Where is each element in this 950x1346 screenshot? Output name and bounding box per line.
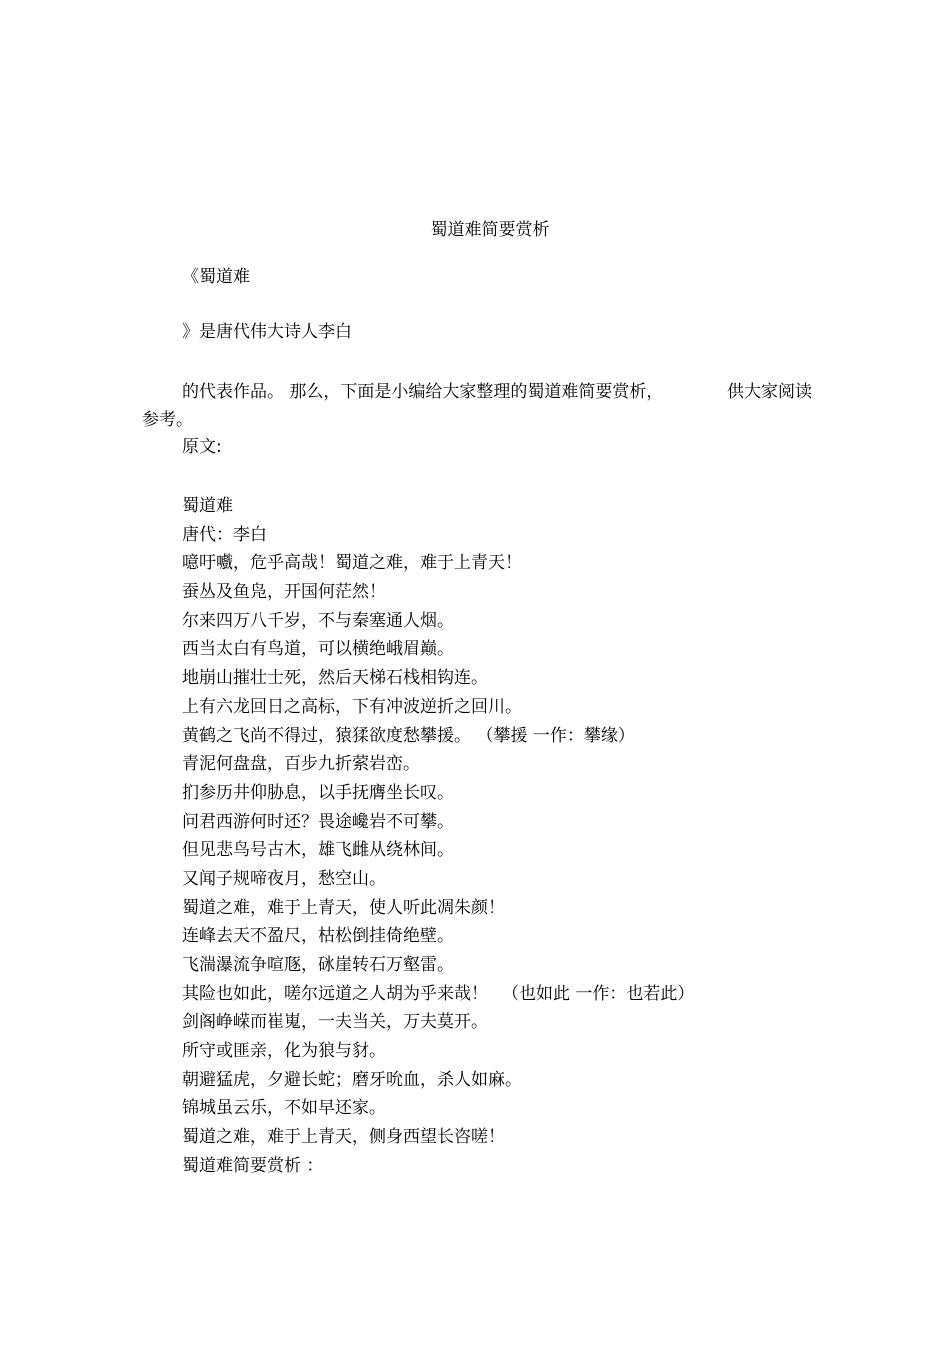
poem-line-text: 但见悲鸟号古木，雄飞雌从绕林间。 [182, 840, 454, 861]
intro-line-2: 》是唐代伟大诗人李白 [182, 322, 352, 342]
poem-line-note: （也如此 一作：也若此） [502, 983, 695, 1004]
poem-line [182, 635, 694, 664]
poem-line-text: 扪参历井仰胁息，以手抚膺坐长叹。 [182, 782, 454, 803]
poem-line-text: 剑阁峥嵘而崔嵬，一夫当关，万夫莫开。 [182, 1012, 488, 1033]
poem-line [182, 836, 694, 865]
poem-line-text: 蜀道之难，难于上青天，侧身西望长咨嗟！ [182, 1127, 505, 1148]
poem-line-text: 所守或匪亲，化为狼与豺。 [182, 1041, 386, 1062]
poem-line-text: 青泥何盘盘，百步九折萦岩峦。 [182, 754, 420, 775]
poem-line-text: 黄鹤之飞尚不得过，猿猱欲度愁攀援。 [182, 725, 471, 746]
poem-block [182, 492, 694, 1181]
poem-line-text: 地崩山摧壮士死，然后天梯石栈相钩连。 [182, 668, 488, 689]
poem-line-text: 朝避猛虎，夕避长蛇；磨牙吮血，杀人如麻。 [182, 1069, 522, 1090]
poem-title: 蜀道难 [182, 496, 233, 516]
poem-line [182, 607, 694, 636]
poem-line-text: 连峰去天不盈尺，枯松倒挂倚绝壁。 [182, 926, 454, 947]
intro-paragraph-part-2: 供大家阅读 [727, 382, 812, 402]
poem-author: 唐代：李白 [182, 524, 267, 545]
poem-line [182, 1094, 694, 1123]
poem-line-text: 蚕丛及鱼凫，开国何茫然！ [182, 582, 386, 603]
poem-line [182, 750, 694, 779]
poem-line-text: 问君西游何时还？畏途巉岩不可攀。 [182, 811, 454, 832]
page-title: 蜀道难简要赏析 [430, 220, 550, 240]
poem-line-text: 上有六龙回日之高标，下有冲波逆折之回川。 [182, 696, 522, 717]
poem-line-text: 又闻子规啼夜月，愁空山。 [182, 868, 386, 889]
intro-paragraph [142, 378, 812, 434]
poem-line [182, 1123, 694, 1152]
poem-lines [182, 549, 694, 1180]
poem-line-text: 其险也如此，嗟尔远道之人胡为乎来哉！ [182, 983, 488, 1004]
poem-line-text: 蜀道之难，难于上青天，使人听此凋朱颜！ [182, 897, 505, 918]
poem-line-text: 噫吁嚱，危乎高哉！蜀道之难，难于上青天！ [182, 553, 522, 574]
poem-line [182, 722, 694, 751]
poem-line-text: 飞湍瀑流争喧豗，砯崖转石万壑雷。 [182, 955, 454, 975]
poem-line [182, 1066, 694, 1095]
poem-line [182, 693, 694, 722]
poem-line [182, 1152, 694, 1181]
poem-line [182, 779, 694, 808]
poem-line-text: 蜀道难简要赏析 ： [182, 1155, 324, 1176]
intro-paragraph-continuation: 参考。 [142, 410, 193, 430]
poem-line [182, 808, 694, 837]
poem-line [182, 578, 694, 607]
poem-line [182, 865, 694, 894]
poem-line [182, 549, 694, 578]
poem-line-text: 尔来四万八千岁，不与秦塞通人烟。 [182, 610, 454, 631]
poem-line [182, 922, 694, 951]
intro-paragraph-part-1: 的代表作品。 那么，下面是小编给大家整理的蜀道难简要赏析， [182, 382, 664, 402]
poem-line [182, 951, 694, 980]
poem-line [182, 1008, 694, 1037]
poem-line [182, 894, 694, 923]
poem-line [182, 1037, 694, 1066]
poem-line-text: 锦城虽云乐，不如早还家。 [182, 1098, 386, 1119]
poem-line [182, 664, 694, 693]
poem-line [182, 980, 694, 1009]
poem-line-note: （攀援 一作：攀缘） [485, 725, 635, 746]
original-label: 原文: [182, 437, 222, 457]
poem-line-text: 西当太白有鸟道，可以横绝峨眉巅。 [182, 639, 454, 660]
intro-line-1: 《蜀道难 [182, 267, 250, 287]
intro-paragraph-first-line [142, 378, 812, 406]
